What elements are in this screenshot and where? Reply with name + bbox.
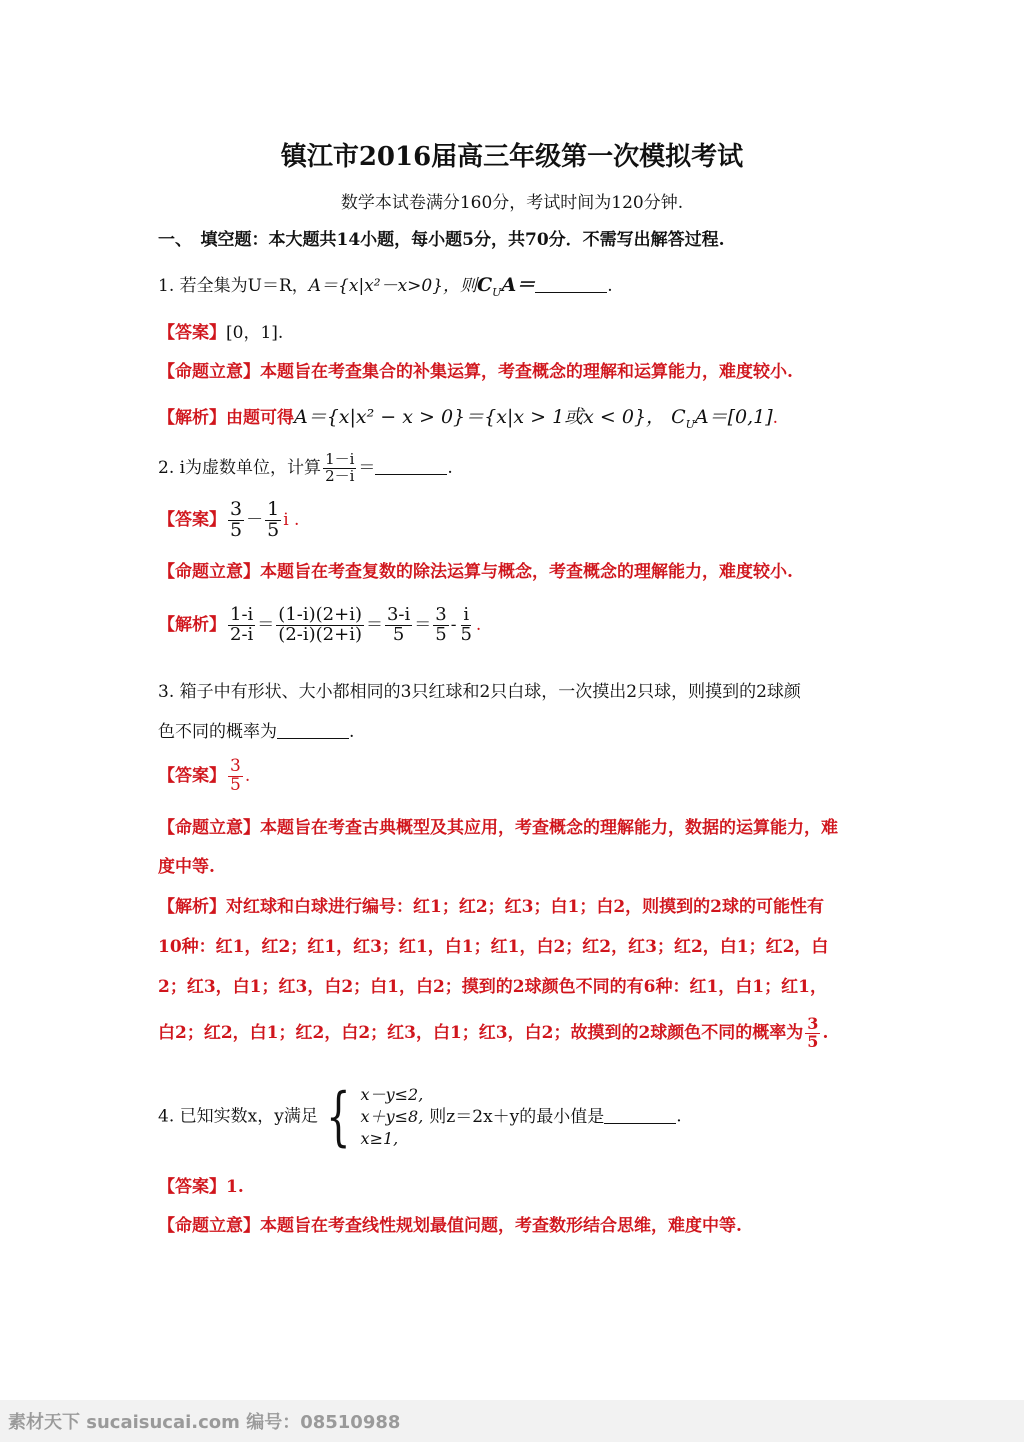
exam-title: 镇江市2016届高三年级第一次模拟考试: [280, 142, 744, 172]
q4-constraint-system: { x－y≤2, x＋y≤8, x≥1,: [325, 1080, 424, 1154]
q3-answer: 【答案】 $\frac{3}{5}$ .: [158, 756, 251, 795]
q3-analysis-4: 白2；红2，白1；红2，白2；红3，白1；红3，白2；故摸到的2球颜色不同的概率为 $\frac{3}{5}$ .: [158, 1014, 829, 1051]
q1-intent: 【命题立意】本题旨在考查集合的补集运算，考查概念的理解和运算能力，难度较小.: [158, 362, 793, 382]
q1-answer: 【答案】[0，1].: [158, 323, 284, 343]
question-3: 3. 箱子中有形状、大小都相同的3只红球和2只白球，一次摸出2只球，则摸到的2球颜: [158, 682, 801, 702]
q2-answer: 【答案】 $\frac{3}{5}$ － $\frac{1}{5}$ i .: [158, 498, 300, 541]
watermark-bar: 素材天下 sucaisucai.com 编号：08510988: [0, 1400, 1024, 1442]
q3-analysis: 【解析】对红球和白球进行编号：红1；红2；红3；白1；白2，则摸到的2球的可能性有: [158, 897, 824, 917]
q3-analysis-3: 2；红3，白1；红3，白2；白1，白2；摸到的2球颜色不同的有6种：红1，白1；红1，: [158, 977, 827, 997]
q1-complement: $C_UA=$: [477, 274, 536, 299]
q3-intent: 【命题立意】本题旨在考查古典概型及其应用，考查概念的理解能力，数据的运算能力，难: [158, 818, 838, 838]
q1-stem-a: 1. 若全集为U＝R，: [158, 276, 309, 296]
q2-intent: 【命题立意】本题旨在考查复数的除法运算与概念，考查概念的理解能力，难度较小.: [158, 562, 793, 582]
q4-intent: 【命题立意】本题旨在考查线性规划最值问题，考查数形结合思维，难度中等.: [158, 1216, 742, 1236]
question-2: 2. i为虚数单位，计算 $\frac{1-i}{2-i}$ ＝ .: [158, 450, 453, 485]
q1-stem-b: A＝{x|x²－x>0}，则: [308, 276, 478, 296]
q1-analysis-formula: A＝{x|x² − x > 0}＝{x|x > 1或x < 0}，: [294, 406, 666, 428]
q2-answer-blank[interactable]: [375, 458, 447, 475]
section-heading: 一、 填空题：本大题共14小题，每小题5分，共70分．不需写出解答过程.: [158, 230, 725, 250]
question-4: 4. 已知实数x，y满足 { x－y≤2, x＋y≤8, x≥1, 则z＝2x＋y的最小值是 .: [158, 1080, 682, 1154]
q2-analysis: 【解析】 $\frac{1-i}{2-i}$ ＝ $\frac{(1-i)(2+i)}{(2-i)(2+i)}$ ＝ $\frac{3-i}{5}$ ＝ $\frac{3}{5}$ - $\frac{i}{5}$ .: [158, 604, 482, 645]
q4-answer-blank[interactable]: [604, 1107, 676, 1124]
q3-analysis-2: 10种：红1，红2；红1，红3；红1，白1；红1，白2；红2，红3；红2，白1；红2，白: [158, 937, 829, 957]
q1-answer-text: [0，1].: [226, 323, 284, 343]
q1-analysis: 【解析】由题可得A＝{x|x² − x > 0}＝{x|x > 1或x < 0}， $C_UA=[0,1]$.: [158, 406, 779, 431]
q3-answer-blank[interactable]: [277, 722, 349, 739]
exam-subtitle: 数学本试卷满分160分，考试时间为120分钟.: [340, 193, 684, 213]
q3-intent-cont: 度中等.: [158, 857, 215, 877]
question-3-cont: 色不同的概率为 .: [158, 722, 355, 742]
question-1: 1. 若全集为U＝R，A＝{x|x²－x>0}，则$C_UA=$ .: [158, 274, 613, 299]
q1-answer-blank[interactable]: [535, 276, 607, 293]
q4-answer: 【答案】1.: [158, 1177, 244, 1197]
